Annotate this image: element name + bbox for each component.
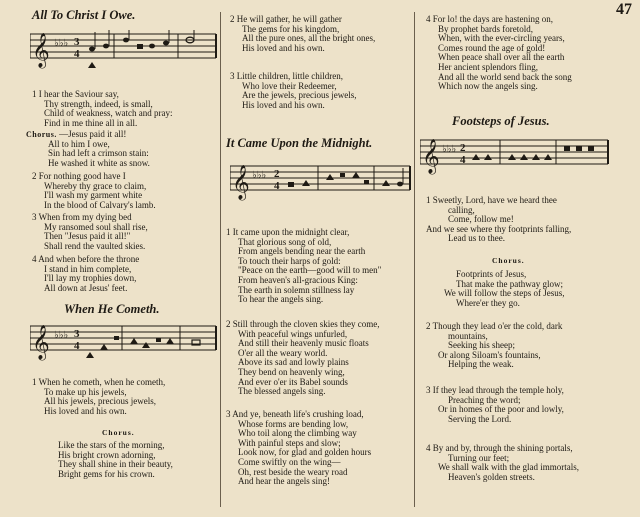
page-number: 47 [616, 1, 632, 18]
column-right [418, 0, 614, 517]
verse-3: 3 Little children, little children, Who love their Redeemer, Are the jewels, precious jewels, His loved and his own. [230, 71, 357, 110]
chorus: Footprints of Jesus, That make the pathway glow; We will follow the steps of Jesus, Where'er they go. [444, 269, 565, 308]
chorus-heading: Chorus. [102, 428, 135, 437]
hymn-title: All To Christ I Owe. [32, 8, 136, 22]
verse-4: 4 And when before the throne I stand in him complete, I'll lay my trophies down, All down at Jesus' feet. [32, 254, 140, 293]
svg-text:4: 4 [74, 48, 80, 60]
svg-text:♭♭♭: ♭♭♭ [54, 38, 69, 49]
music-staff [230, 158, 412, 206]
svg-text:3: 3 [74, 36, 80, 48]
svg-text:𝄞: 𝄞 [422, 140, 440, 173]
verse-4: 4 For lo! the days are hastening on, By prophet bards foretold, When, with the ever-circling years, Comes round the age of gold! When peace shall over all the earth Her ancient splendors fling, And all the world send back the song Which now the angels sing. [426, 14, 572, 92]
hymn-title: It Came Upon the Midnight. [226, 136, 373, 150]
verse-3: 3 If they lead through the temple holy, Preaching the word; Or in homes of the poor and lowly, Serving the Lord. [426, 385, 564, 424]
verse-4: 4 By and by, through the shining portals, Turning our feet; We shall walk with the glad immortals, Heaven's golden streets. [426, 443, 579, 482]
verse-3: 3 And ye, beneath life's crushing load, Whose forms are bending low, Who toil along the climbing way With painful steps and slow; Look now, for glad and golden hours Come swiftly on the wing— Oh, rest beside the weary road And hear the angels sing! [226, 409, 372, 487]
verse-2: 2 For nothing good have I Whereby thy grace to claim, I'll wash my garment white In the blood of Calvary's lamb. [32, 171, 156, 210]
svg-text:𝄞: 𝄞 [232, 166, 250, 199]
column-divider [414, 12, 415, 507]
verse-2: 2 He will gather, he will gather The gems for his kingdom, All the pure ones, all the bright ones, His loved and his own. [230, 14, 376, 53]
svg-text:4: 4 [460, 154, 466, 166]
column-left [22, 0, 218, 517]
svg-text:2: 2 [460, 142, 466, 154]
chorus-heading: Chorus. [492, 256, 525, 265]
verse-1: 1 I hear the Saviour say, Thy strength, indeed, is small, Child of weakness, watch and pray: Find in me thine all in all. [32, 89, 173, 128]
music-staff [30, 30, 218, 76]
verse-2: 2 Still through the cloven skies they come, With peaceful wings unfurled, And still their heavenly music floats O'er all the weary world. Above its sad and lowly plains They bend on heavenly wing, And ever o'er its Babel sounds The blessed angels sing. [226, 319, 380, 397]
verse-3: 3 When from my dying bed My ransomed soul shall rise, Then "Jesus paid it all!" Shall rend the vaulted skies. [32, 212, 148, 251]
hymn-title: Footsteps of Jesus. [452, 114, 550, 128]
svg-text:4: 4 [274, 180, 280, 192]
chorus: Chorus. —Jesus paid it all! All to him I owe, Sin had left a crimson stain: He washed it white as snow. [26, 129, 150, 168]
column-divider [220, 12, 221, 507]
music-staff [30, 322, 218, 368]
svg-text:3: 3 [74, 328, 80, 340]
hymn-title: When He Cometh. [64, 302, 160, 316]
verse-1: 1 It came upon the midnight clear, That glorious song of old, From angels bending near the earth To touch their harps of gold: "Peace on the earth—good will to men" From heaven's all-gracious King: The earth in solemn stillness lay To hear the angels sing. [226, 227, 382, 305]
svg-text:2: 2 [274, 168, 280, 180]
svg-text:𝄞: 𝄞 [32, 326, 50, 359]
verse-1: 1 When he cometh, when he cometh, To make up his jewels, All his jewels, precious jewels, His loved and his own. [32, 377, 166, 416]
column-middle [226, 0, 412, 517]
svg-text:4: 4 [74, 340, 80, 352]
verse-1: 1 Sweetly, Lord, have we heard thee calling, Come, follow me! And we see where thy footprints falling, Lead us to thee. [426, 195, 572, 244]
svg-text:♭♭♭: ♭♭♭ [442, 144, 457, 155]
music-staff [420, 132, 610, 180]
svg-text:♭♭♭: ♭♭♭ [252, 170, 267, 181]
svg-text:𝄞: 𝄞 [32, 34, 50, 67]
chorus: Like the stars of the morning, His bright crown adorning, They shall shine in their beauty, Bright gems for his crown. [58, 440, 173, 479]
svg-text:♭♭♭: ♭♭♭ [54, 330, 69, 341]
verse-2: 2 Though they lead o'er the cold, dark mountains, Seeking his sheep; Or along Siloam's fountains, Helping the weak. [426, 321, 563, 370]
